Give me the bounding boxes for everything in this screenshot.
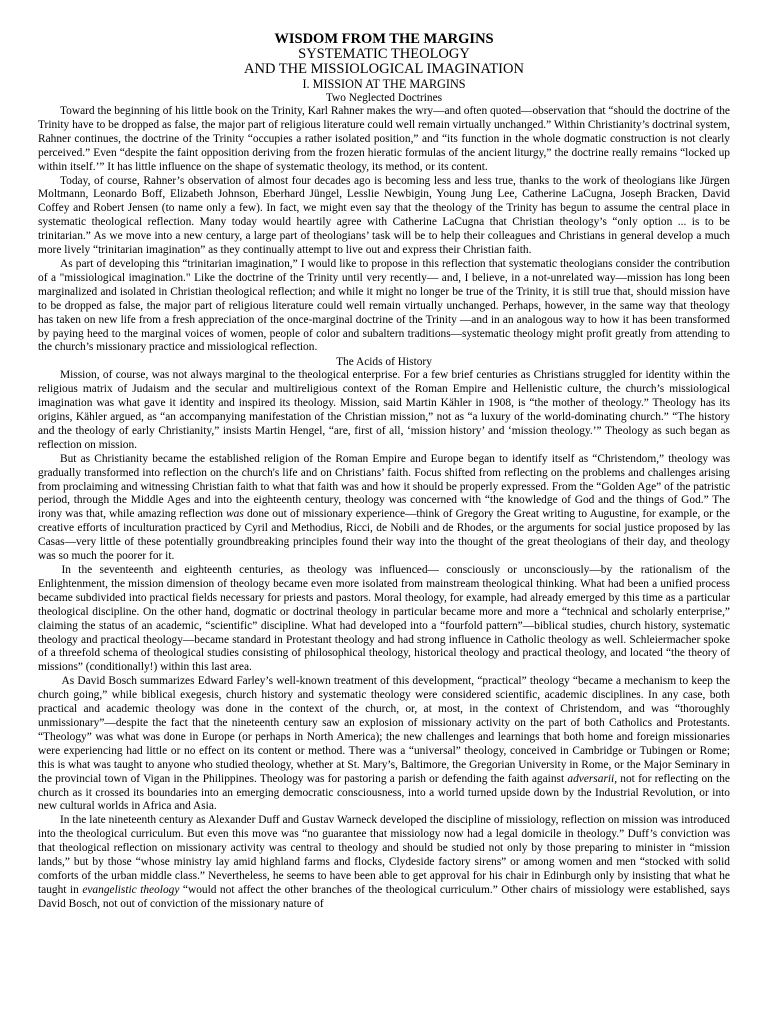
subsection-heading-2: The Acids of History	[336, 356, 432, 369]
paragraph-7	[38, 675, 730, 814]
paragraph-2: Today, of course, Rahner’s observation of almost four decades ago is becoming less and less true, thanks to the work of theologians like Jürgen Moltmann, Leonardo Boff, Elizabeth Johnson, Eberhard Jüngel, Lesslie Newbigin, Young Jung Lee, Catherine LaCugna, Joseph Bracken, David Coffey and Robert Jensen (to name only a few). In fact, we might even say that the theology of the Trinity has begun to assume the central place in systematic theological reflection. Many today would heartily agree with Catherine LaCugna that Christian theology’s “only option ... is to be trinitarian.” As we move into a new century, a large part of theologians’ task will be to help their colleagues and Christians in general develop a much more lively “trinitarian imagination” as they continually attempt to live out and express their Christian faith.	[38, 174, 730, 257]
paragraph-8	[38, 814, 730, 911]
paragraph-7-text-b: not for reflecting on the church as it crossed its boundaries into an emerging democratic consciousness, into a world turned upside down by the Industrial Revolution, or into new cultural worlds in Africa and Asia.	[38, 772, 730, 813]
document-subtitle-1: SYSTEMATIC THEOLOGY	[298, 46, 470, 62]
section-heading: I. MISSION AT THE MARGINS	[302, 77, 466, 91]
paragraph-1: Toward the beginning of his little book on the Trinity, Karl Rahner makes the wry—and often quoted—observation that “should the doctrine of the Trinity have to be dropped as false, the major part of religious literature could well remain virtually unchanged.” Within Christianity’s doctrinal system, Rahner continues, the doctrine of the Trinity “occupies a rather isolated position,” and “its function in the whole dogmatic construction is not clearly perceived.” Even “despite the faint opposition deriving from the frozen hieratic formulas of the ancient liturgy,” the doctrine really remains “locked up within itself.’” It has little influence on the shape of systematic theology, its method, or its content.	[38, 105, 730, 173]
paragraph-8-text-a: In the late nineteenth century as Alexander Duff and Gustav Warneck developed the discipline of missiology, reflection on mission was introduced into the theological curriculum. But even this move was “no guarantee that missiology now had a legal domicile in theology.” Duff’s conviction was that theological reflection on missionary activity was central to theology and should be studied not only by those preparing to minister in “mission lands,” but by those “whose ministry lay amid highland farms and flocks, Clydeside factory sirens” or among women and men “stocked with solid comforts of the urban middle class.” Nevertheless, he seems to have been able to get approval for his chair in Edinburgh only by insisting that what he taught in	[38, 814, 730, 896]
document-subtitle-2: AND THE MISSIOLOGICAL IMAGINATION	[244, 61, 524, 77]
paragraph-7-text-a: As David Bosch summarizes Edward Farley’s well-known treatment of this development, “practical” theology “became a mechanism to keep the church going,” while biblical exegesis, church history and systematic theology were considered scientific, academic disciplines. In any case, both practical and academic theology was done in the context of the church, or, at most, in the context of Christendom, and was “thoroughly unmissionary”—despite the fact that the nineteenth century saw an explosion of missionary activity on the part of both Catholics and Protestants. “Theology” was what was done in Europe (or perhaps in North America); the new challenges and learnings that both home and foreign missionaries were experiencing had little or no effect on its content or method. There was a “universal” theology, conceived in Cambridge or Tubingen or Rome; this is what was taught to anyone who studied theology, whether at St. Mary’s, Baltimore, the Gregorian University in Rome, or the Major Seminary in the provincial town of Vigan in the Philippines. Theology was for pastoring a parish or defending the faith against	[38, 675, 730, 785]
paragraph-7-emphasis: adversarii,	[567, 772, 618, 785]
paragraph-5-emphasis: was	[226, 508, 244, 521]
paragraph-8-text-b: “would not affect the other branches of the theological curriculum.” Other chairs of missiology were established, says David Bosch, not out of conviction of the missionary nature of	[38, 883, 730, 910]
paragraph-5	[38, 453, 730, 564]
paragraph-6: In the seventeenth and eighteenth centuries, as theology was influenced— consciously or unconsciously—by the rationalism of the Enlightenment, the mission dimension of theology became even more isolated from mainstream theological thinking. What had been a unified process became subdivided into practical fields necessary for priests and pastors. Moral theology, for example, had already emerged by this time as a particular theological discipline. On the other hand, dogmatic or doctrinal theology in particular became more and more a “technical and scholarly enterprise,” claiming the status of an academic, “scientific” discipline. What had developed into a “fourfold pattern”—biblical studies, church history, systematic theology and practical theology—became standard in Protestant theology and had strong influence in Catholic theology as well. Schleiermacher spoke of a threefold schema of theological studies consisting of philosophical theology, historical theology and practical theology, and located “the theory of missions” (conditionally!) within this last area.	[38, 564, 730, 674]
paragraph-5-text-b: done out of missionary experience—think of Gregory the Great writing to Augustine, for example, or the creative efforts of inculturation practiced by Cyril and Methodius, Ricci, de Nobili and de Rhodes, or the arguments for social justice proposed by las Casas—very little of these potentially groundbreaking principles found their way into the thought of the great theologians of their day, and theology was so much the poorer for it.	[38, 508, 730, 563]
document-page	[38, 32, 730, 912]
paragraph-4: Mission, of course, was not always marginal to the theological enterprise. For a few brief centuries as Christians struggled for identity within the religious matrix of Judaism and the secular and multireligious context of the Roman Empire and Hellenistic culture, the church’s missiological imagination was what gave it identity and inspired its theology. Mission, said Martin Kähler in 1908, is “the mother of theology.” Theology has its origins, Kähler argued, as “an accompanying manifestation of the Christian mission,” not as “a luxury of the world-dominating church.” “The history and the theology of early Christianity,” insists Martin Hengel, “are, first of all, ‘mission history’ and ‘mission theology.’” Theology as such began as reflection on mission.	[38, 369, 730, 451]
paragraph-8-emphasis: evangelistic theology	[82, 883, 180, 896]
paragraph-5-text-a: But as Christianity became the established religion of the Roman Empire and Europe began to identify itself as “Christendom,” theology was gradually transformed into reflection on the church's life and on Christians’ faith. Focus shifted from reflecting on the problems and challenges arising from proclaiming and witnessing Christian faith to what that faith was and how it should be properly expressed. From the “Golden Age” of the patristic period, through the Middle Ages and into the eighteenth century, theology was concerned with “the knowledge of God and the things of God.” The irony was that, while amazing reflection	[38, 452, 730, 521]
subsection-heading-1: Two Neglected Doctrines	[325, 92, 443, 104]
paragraph-3: As part of developing this “trinitarian imagination,” I would like to propose in this reflection that systematic theologians consider the contribution of a "missiological imagination." Like the doctrine of the Trinity until very recently— and, I believe, in a not-unrelated way—mission has long been marginalized and isolated in Christian theological reflection; and while it might no longer be true of the Trinity, it is still true that, should mission have to be dropped as false, the major part of religious literature could well remain virtually unchanged. Perhaps, however, in the same way that theology has taken on new life from a fresh appreciation of the once-marginal doctrine of the Trinity —and in an analogous way to how it has been transformed by paying heed to the marginal voices of women, people of color and subaltern traditions—systematic theology might profit greatly from attending to the church’s missionary practice and missiological reflection.	[38, 257, 730, 354]
document-title: WISDOM FROM THE MARGINS	[274, 31, 494, 47]
